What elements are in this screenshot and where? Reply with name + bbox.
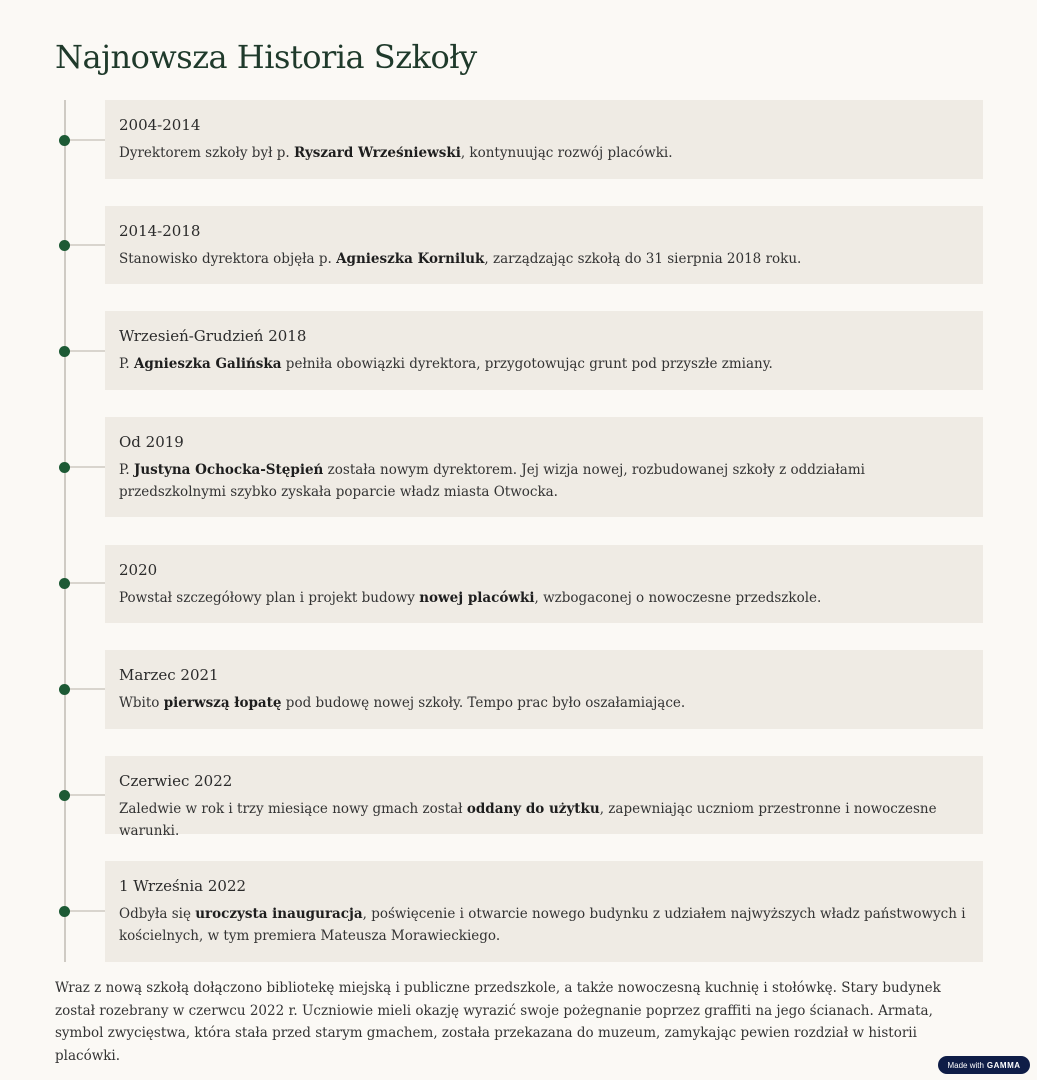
timeline-dot	[59, 346, 70, 357]
timeline-item	[105, 545, 983, 623]
timeline-item	[105, 100, 983, 179]
timeline-dot	[59, 240, 70, 251]
gamma-logo: GAMMA	[986, 1060, 1021, 1070]
timeline-dot	[59, 790, 70, 801]
timeline-dot	[59, 135, 70, 146]
made-with-gamma-badge[interactable]	[938, 1056, 1030, 1074]
timeline-dot	[59, 578, 70, 589]
timeline-connector	[66, 139, 105, 141]
timeline-text: Powstał szczegółowy plan i projekt budowy nowej placówki, wzbogaconej o nowoczesne przedszkole.	[119, 590, 822, 606]
timeline-connector	[66, 688, 105, 690]
timeline-connector	[66, 582, 105, 584]
timeline-text: Dyrektorem szkoły był p. Ryszard Wrześniewski, kontynuując rozwój placówki.	[119, 145, 673, 161]
timeline-connector	[66, 350, 105, 352]
timeline-text: Zaledwie w rok i trzy miesiące nowy gmach został oddany do użytku, zapewniając uczniom przestronne i nowoczesne warunki.	[119, 801, 937, 839]
timeline-date: Czerwiec 2022	[119, 772, 233, 790]
highlighted-name: nowej placówki	[419, 590, 535, 606]
badge-prefix: Made with	[947, 1060, 984, 1070]
timeline-text: Odbyła się uroczysta inauguracja, poświęcenie i otwarcie nowego budynku z udziałem najwyższych władz państwowych i kościelnych, w tym premiera Mateusza Morawieckiego.	[119, 906, 966, 944]
timeline-item	[105, 756, 983, 839]
timeline-dot	[59, 462, 70, 473]
highlighted-name: oddany do użytku	[466, 801, 600, 817]
highlighted-name: Agnieszka Korniluk	[336, 251, 485, 267]
timeline-date: 2020	[119, 561, 158, 579]
timeline-date: 1 Września 2022	[119, 877, 247, 895]
timeline-rail	[64, 100, 66, 962]
timeline-dot	[59, 906, 70, 917]
timeline-item	[105, 650, 983, 729]
timeline-dot	[59, 684, 70, 695]
timeline-text: P. Justyna Ochocka-Stępień została nowym dyrektorem. Jej wizja nowej, rozbudowanej szkoły z oddziałami przedszkolnymi szybko zyskała poparcie władz miasta Otwocka.	[119, 462, 865, 500]
timeline	[0, 100, 1037, 962]
highlighted-name: Agnieszka Galińska	[133, 356, 282, 372]
page-title: Najnowsza Historia Szkoły	[55, 38, 477, 76]
timeline-connector	[66, 244, 105, 246]
timeline-date: 2014-2018	[119, 222, 201, 240]
highlighted-name: pierwszą łopatę	[163, 695, 282, 711]
timeline-date: Wrzesień-Grudzień 2018	[119, 327, 307, 345]
timeline-connector	[66, 466, 105, 468]
timeline-date: Marzec 2021	[119, 666, 219, 684]
timeline-item	[105, 311, 983, 390]
timeline-connector	[66, 910, 105, 912]
timeline-connector	[66, 794, 105, 796]
timeline-text: P. Agnieszka Galińska pełniła obowiązki dyrektora, przygotowując grunt pod przyszłe zmiany.	[119, 356, 773, 372]
highlighted-name: Ryszard Wrześniewski	[293, 145, 461, 161]
timeline-item	[105, 861, 983, 962]
timeline-date: 2004-2014	[119, 116, 201, 134]
timeline-item	[105, 206, 983, 284]
timeline-text: Wbito pierwszą łopatę pod budowę nowej szkoły. Tempo prac było oszałamiające.	[119, 695, 686, 711]
highlighted-name: Justyna Ochocka-Stępień	[133, 462, 324, 478]
summary-paragraph: Wraz z nową szkołą dołączono bibliotekę miejską i publiczne przedszkole, a także nowoczesną kuchnię i stołówkę. Stary budynek został rozebrany w czerwcu 2022 r. Uczniowie mieli okazję wyrazić swoje pożegnanie poprzez graffiti na jego ścianach. Armata, symbol zwycięstwa, która stała przed starym gmachem, została przekazana do muzeum, zamykając pewien rozdział w historii placówki.	[55, 980, 941, 1064]
highlighted-name: uroczysta inauguracja	[195, 906, 363, 922]
timeline-text: Stanowisko dyrektora objęła p. Agnieszka Korniluk, zarządzając szkołą do 31 sierpnia 2018 roku.	[119, 251, 802, 267]
timeline-date: Od 2019	[119, 433, 184, 451]
timeline-item	[105, 417, 983, 517]
